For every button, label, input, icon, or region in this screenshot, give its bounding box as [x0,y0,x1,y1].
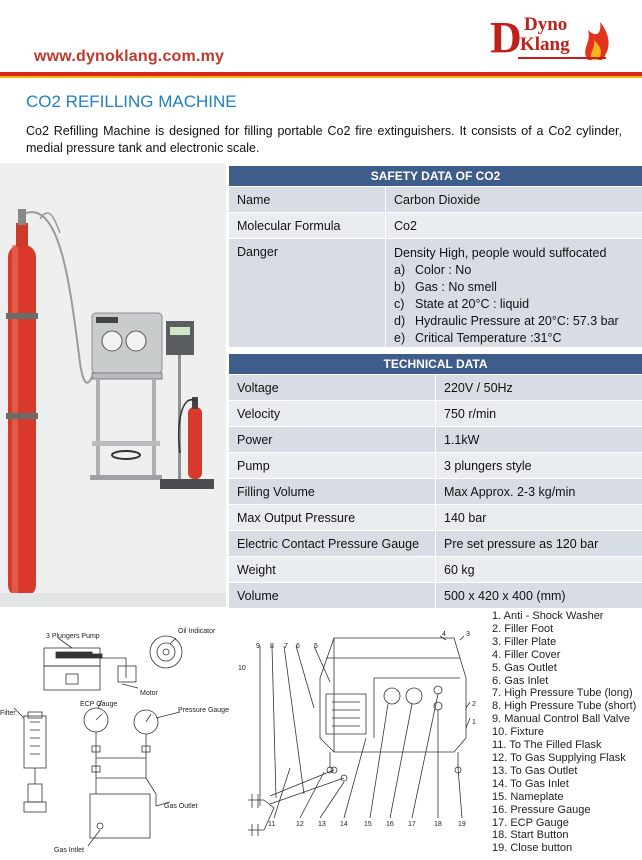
safety-row-value: Co2 [386,213,642,239]
tech-row-value: 3 plungers style [436,453,642,479]
machine-parts-diagram [234,618,494,860]
tech-row-label: Velocity [229,401,436,427]
legend-item: 11. To The Filled Flask [492,739,602,752]
diagram-number: 14 [340,821,348,828]
tech-row-filling-volume [229,479,642,505]
diagram-number: 17 [408,821,416,828]
safety-row-formula [229,213,642,239]
danger-item-letter: a) [394,263,406,277]
tech-row-value: 60 kg [436,557,642,583]
safety-row-value: Carbon Dioxide [386,187,642,213]
safety-table-header-row [229,166,642,187]
tech-row-label: Volume [229,583,436,609]
diagram-number: 5 [314,643,318,650]
logo-text-top: Dyno [524,14,568,35]
tech-row-value: 750 r/min [436,401,642,427]
danger-item [394,296,634,313]
safety-row-danger [229,239,642,348]
diagram-number: 9 [256,643,260,650]
machine-photo [0,163,226,607]
diagram-number: 13 [318,821,326,828]
legend-item: 7. High Pressure Tube (long) [492,687,633,700]
danger-item-letter: e) [394,331,406,345]
danger-item-text: Gas : No smell [415,280,497,294]
diagram-number: 7 [284,643,288,650]
legend-item: 3. Filler Plate [492,635,557,648]
tech-row-ecp-gauge [229,531,642,557]
danger-item-letter: b) [394,280,406,294]
danger-item [394,330,634,347]
ecp-gauge-label: ECP Gauge [80,701,118,708]
legend-item: 15. Nameplate [492,790,564,803]
danger-label: Danger [229,239,386,348]
tech-row-value: Max Approx. 2-3 kg/min [436,479,642,505]
danger-item-text: Hydraulic Pressure at 20°C: 57.3 bar [415,314,619,328]
website-url: www.dynoklang.com.my [34,48,225,65]
diagram-number: 8 [270,643,274,650]
diagram-number: 2 [472,701,476,708]
legend-item: 5. Gas Outlet [492,661,557,674]
tech-row-velocity [229,401,642,427]
tech-row-max-output-pressure [229,505,642,531]
danger-list [394,262,634,347]
diagram-number: 16 [386,821,394,828]
diagram-number: 15 [364,821,372,828]
legend-item: 9. Manual Control Ball Valve [492,713,630,726]
diagram-number: 4 [442,631,446,638]
legend-item: 12. To Gas Supplying Flask [492,751,626,764]
legend-item: 13. To Gas Outlet [492,764,578,777]
tech-row-label: Weight [229,557,436,583]
danger-details [386,239,642,348]
plungers-pump-label: 3 Plungers Pump [46,633,100,640]
diagram-number: 6 [296,643,300,650]
pressure-gauge-label: Pressure Gauge [178,707,229,714]
tech-row-value: 140 bar [436,505,642,531]
safety-table-heading: SAFETY DATA OF CO2 [229,166,642,187]
safety-row-label: Molecular Formula [229,213,386,239]
diagram-number: 11 [268,821,276,828]
tech-row-label: Power [229,427,436,453]
tech-row-label: Electric Contact Pressure Gauge [229,531,436,557]
danger-item-letter: c) [394,297,405,311]
tech-row-value: 500 x 420 x 400 (mm) [436,583,642,609]
diagram-number: 19 [458,821,466,828]
tech-row-volume [229,583,642,609]
tech-row-label: Filling Volume [229,479,436,505]
danger-item [394,279,634,296]
page-title: CO2 REFILLING MACHINE [26,92,237,111]
logo-text-bottom: Klang [520,34,570,55]
safety-row-name [229,187,642,213]
legend-item: 17. ECP Gauge [492,816,569,829]
tech-row-value: 1.1kW [436,427,642,453]
oil-indicator-label: Oil Indicator [178,628,216,635]
legend-item: 16. Pressure Gauge [492,803,591,816]
danger-item-text: State at 20°C : liquid [415,297,530,311]
danger-item-text: Critical Temperature :31°C [415,331,562,345]
tech-row-power [229,427,642,453]
header-gold-bar [0,76,642,78]
filter-label: Filter [0,710,16,717]
legend-item: 6. Gas Inlet [492,674,549,687]
svg-text:D: D [490,13,522,62]
tech-row-value: Pre set pressure as 120 bar [436,531,642,557]
tech-row-value: 220V / 50Hz [436,375,642,401]
technical-table-header-row [229,354,642,375]
diagram-number: 12 [296,821,304,828]
legend-item: 4. Filler Cover [492,648,561,661]
danger-item [394,262,634,279]
tech-row-pump [229,453,642,479]
tech-row-label: Max Output Pressure [229,505,436,531]
legend-item: 14. To Gas Inlet [492,777,569,790]
legend-item: 8. High Pressure Tube (short) [492,700,637,713]
tech-row-label: Pump [229,453,436,479]
legend-item: 10. Fixture [492,726,544,739]
tech-row-voltage [229,375,642,401]
gas-intlet-label: Gas Intlet [54,847,84,854]
schematic-diagram [0,618,230,860]
technical-data-table [228,353,642,609]
legend-item: 2. Filler Foot [492,622,554,635]
intro-paragraph: Co2 Refilling Machine is designed for filling portable Co2 fire extinguishers. It consists of a Co2 cylinder, medial pressure tank and electronic scale. [26,124,622,155]
legend-item: 1. Anti - Shock Washer [492,610,604,622]
diagram-number: 10 [238,665,246,672]
diagram-number: 18 [434,821,442,828]
danger-item [394,313,634,330]
legend-item: 19. Close button [492,842,573,855]
technical-table-heading: TECHNICAL DATA [229,354,642,375]
machine-illustration [0,163,226,607]
safety-data-table [228,165,642,348]
diagram-number: 3 [466,631,470,638]
danger-intro: Density High, people would suffocated [394,246,607,260]
diagram-number: 1 [472,719,476,726]
gas-outlet-label: Gas Outlet [164,803,198,810]
danger-item-letter: d) [394,314,406,328]
tech-row-weight [229,557,642,583]
legend-item: 18. Start Button [492,829,569,842]
dyno-klang-logo [488,8,614,66]
tech-row-label: Voltage [229,375,436,401]
motor-label: Motor [140,690,158,697]
parts-legend [492,610,636,855]
danger-item-text: Color : No [415,263,472,277]
safety-row-label: Name [229,187,386,213]
